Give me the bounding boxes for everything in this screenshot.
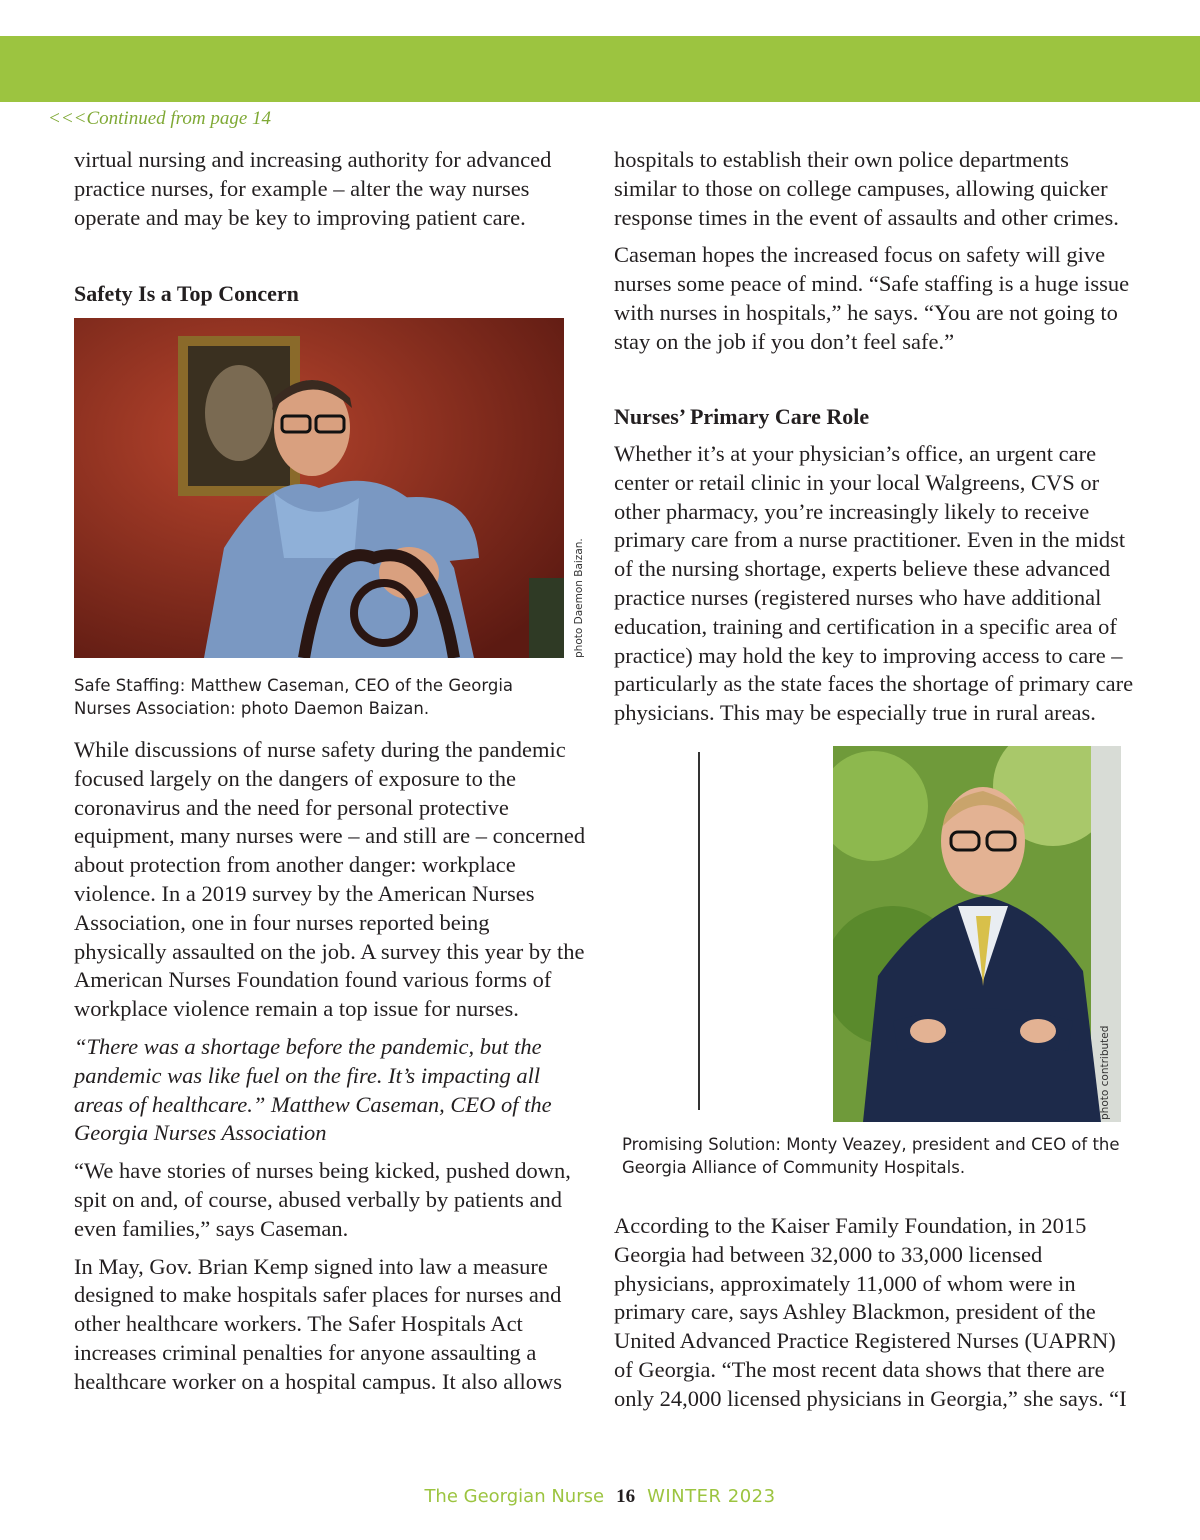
continued-from-label: <<<Continued from page 14 xyxy=(48,108,271,129)
caption-caseman: Safe Staffing: Matthew Caseman, CEO of the Georgia Nurses Association: photo Daemon Baizan. xyxy=(74,676,514,718)
left-paragraph-2: While discussions of nurse safety during the pandemic focused largely on the dangers of exposure to the coronavirus and the need for personal protective equipment, many nurses were – and still are – concerned about protection from another danger: workplace violence. In a 2019 survey by the American Nurses Association, one in four nurses reported being physically assaulted on the job. A survey this year by the American Nurses Foundation found various forms of workplace violence remain a top issue for nurses. xyxy=(74,737,586,1022)
left-paragraph-1: virtual nursing and increasing authority for advanced practice nurses, for example – alter the way nurses operate and may be key to improving patient care. xyxy=(74,147,552,230)
left-paragraph-4: In May, Gov. Brian Kemp signed into law a measure designed to make hospitals safer places for nurses and other healthcare workers. The Safer Hospitals Act increases criminal penalties for anyone assaulting a healthcare worker on a hospital campus. It also allows xyxy=(74,1253,562,1394)
section-heading-primary-care: Nurses’ Primary Care Role xyxy=(614,404,870,429)
caseman-photo xyxy=(74,318,564,658)
right-column-closing xyxy=(614,1212,1134,1423)
footer-page-number: 16 xyxy=(616,1486,636,1507)
photo-credit-right: photo contributed xyxy=(1099,1025,1111,1120)
left-paragraph-3: “We have stories of nurses being kicked, pushed down, spit on and, of course, abused verbally by patients and even families,” says Caseman. xyxy=(74,1158,571,1241)
photo-credit-left: photo Daemon Baizan. xyxy=(573,538,585,658)
right-column-body xyxy=(614,440,1134,737)
section-heading-safety: Safety Is a Top Concern xyxy=(74,281,299,306)
header-color-band xyxy=(0,36,1200,102)
left-column-intro xyxy=(74,146,584,241)
pull-quote: “There was a shortage before the pandemic, but the pandemic was like fuel on the fire. It’s impacting all areas of healthcare.” Matthew Caseman, CEO of the Georgia Nurses Association xyxy=(74,1033,552,1146)
right-paragraph-3: Whether it’s at your physician’s office, an urgent care center or retail clinic in your local Walgreens, CVS or other pharmacy, you’re increasingly likely to receive primary care from a nurse practitioner. Even in the midst of the nursing shortage, experts believe these advanced practice nurses (registered nurses who have additional education, training and certification in a specific area of practice) may hold the key to improving access to care – particularly as the state faces the shortage of primary care physicians. This may be especially true in rural areas. xyxy=(614,441,1134,726)
page-footer xyxy=(0,1486,1200,1508)
right-column-intro xyxy=(614,146,1134,366)
right-paragraph-2: Caseman hopes the increased focus on safety will give nurses some peace of mind. “Safe staffing is a huge issue with nurses in hospitals,” he says. “You are not going to stay on the job if you don’t feel safe.” xyxy=(614,242,1130,354)
footer-publication: The Georgian Nurse xyxy=(424,1486,605,1507)
caption-veazey: Promising Solution: Monty Veazey, president and CEO of the Georgia Alliance of Community Hospitals. xyxy=(622,1135,1120,1177)
footer-issue: WINTER 2023 xyxy=(647,1486,776,1507)
right-paragraph-4: According to the Kaiser Family Foundation, in 2015 Georgia had between 32,000 to 33,000 licensed physicians, approximately 11,000 of whom were in primary care, says Ashley Blackmon, president of the United Advanced Practice Registered Nurses (UAPRN) of Georgia. “The most recent data shows that there are only 24,000 licensed physicians in Georgia,” she says. “I xyxy=(614,1213,1127,1411)
right-paragraph-1: hospitals to establish their own police departments similar to those on college campuses, allowing quicker response times in the event of assaults and other crimes. xyxy=(614,147,1119,230)
veazey-photo xyxy=(833,746,1121,1122)
divider-line xyxy=(698,752,700,1110)
left-column-body xyxy=(74,736,586,1406)
